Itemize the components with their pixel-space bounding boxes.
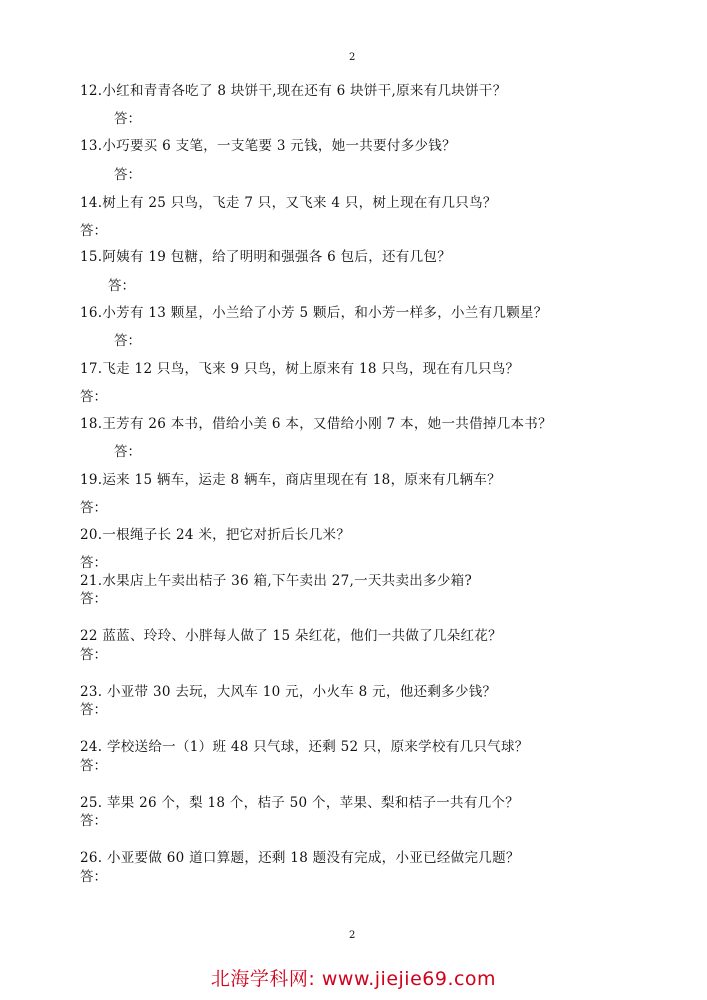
answer-12: 答：: [114, 111, 141, 127]
answer-22: 答：: [80, 647, 107, 663]
question-14: 14.树上有 25 只鸟，飞走 7 只，又飞来 4 只，树上现在有几只鸟？: [80, 195, 497, 211]
answer-14: 答：: [80, 223, 107, 239]
question-25: 25. 苹果 26 个，梨 18 个，桔子 50 个，苹果、梨和桔子一共有几个？: [80, 795, 520, 811]
question-17: 17.飞走 12 只鸟，飞来 9 只鸟，树上原来有 18 只鸟，现在有几只鸟？: [80, 361, 520, 377]
question-12: 12.小红和青青各吃了 8 块饼干,现在还有 6 块饼干,原来有几块饼干？: [80, 83, 507, 99]
question-16: 16.小芳有 13 颗星，小兰给了小芳 5 颗后，和小芳一样多，小兰有几颗星？: [80, 305, 548, 321]
question-26: 26. 小亚要做 60 道口算题，还剩 18 题没有完成，小亚已经做完几题？: [80, 850, 520, 866]
answer-23: 答：: [80, 702, 107, 718]
question-21: 21.水果店上午卖出桔子 36 箱,下午卖出 27,一天共卖出多少箱?: [80, 573, 473, 589]
answer-17: 答：: [80, 389, 107, 405]
answer-16: 答：: [114, 333, 141, 349]
answer-24: 答：: [80, 758, 107, 774]
answer-15: 答：: [108, 278, 135, 294]
answer-26: 答：: [80, 869, 107, 885]
question-20: 20.一根绳子长 24 米，把它对折后长几米？: [80, 527, 351, 543]
question-24: 24. 学校送给一（1）班 48 只气球，还剩 52 只，原来学校有几只气球？: [80, 739, 529, 755]
page-number-top: 2: [349, 52, 356, 63]
question-23: 23. 小亚带 30 去玩，大风车 10 元，小火车 8 元，他还剩多少钱？: [80, 684, 497, 700]
answer-25: 答：: [80, 813, 107, 829]
question-19: 19.运来 15 辆车，运走 8 辆车，商店里现在有 18，原来有几辆车？: [80, 472, 501, 488]
answer-20: 答：: [80, 555, 107, 571]
question-13: 13.小巧要买 6 支笔，一支笔要 3 元钱，她一共要付多少钱？: [80, 138, 456, 154]
question-15: 15.阿姨有 19 包糖，给了明明和强强各 6 包后，还有几包？: [80, 249, 452, 265]
question-18: 18.王芳有 26 本书，借给小美 6 本，又借给小刚 7 本，她一共借掉几本书？: [80, 416, 552, 432]
footer-watermark: 北海学科网: www.jiejie69.com: [210, 968, 497, 990]
page-number-bottom: 2: [349, 930, 356, 941]
question-22: 22 蓝蓝、玲玲、小胖每人做了 15 朵红花，他们一共做了几朵红花？: [80, 628, 502, 644]
answer-18: 答：: [114, 444, 141, 460]
answer-21: 答：: [80, 591, 107, 607]
answer-19: 答：: [80, 500, 107, 516]
answer-13: 答：: [114, 167, 141, 183]
